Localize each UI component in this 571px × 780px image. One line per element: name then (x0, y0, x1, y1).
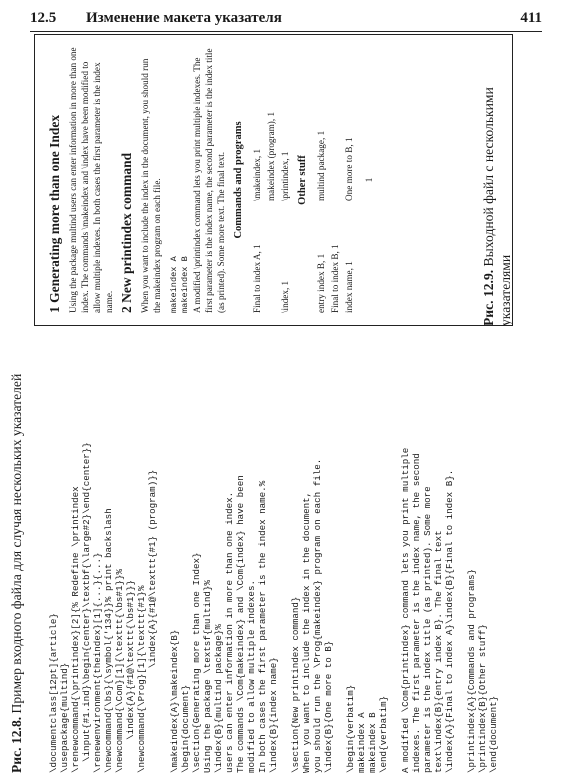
code-line: \section{New printindex command} (290, 596, 301, 773)
index-entry-left (265, 201, 277, 313)
code-line: \end{document} (488, 695, 499, 773)
index-row (265, 47, 277, 313)
code-line: \begin{verbatim} (345, 684, 356, 773)
code-line: \end{verbatim} (378, 695, 389, 773)
index-a-title: Commands and programs (233, 121, 244, 239)
code-line: \renewenvironment{theindex}[1]{...}{...} (92, 552, 103, 773)
index-row (315, 47, 327, 313)
code-line: text\index{B}{entry index B}. The final text (433, 530, 444, 773)
code-line: \index{B}{multind package}% (213, 624, 224, 773)
index-row (279, 47, 291, 313)
code-line: \documentclass[12pt]{article} (48, 613, 59, 773)
index-entry-right: multind package, 1 (316, 130, 326, 201)
index-entry-left: Final to index B, 1 (330, 244, 340, 313)
index-entry-left: entry index B, 1 (316, 253, 326, 313)
index-b-title: Other stuff (297, 155, 308, 205)
index-b-list (315, 47, 355, 313)
caption-text: Выходной файл с несколькими указателями (481, 87, 513, 326)
index-a-list (251, 47, 291, 313)
index-entry-right: One more to B, 1 (344, 137, 354, 201)
index-entry-right (329, 47, 341, 201)
code-line: \renewcommand{\printindex}[2]{% Redefine \printindex (70, 486, 81, 773)
index-row (329, 47, 341, 313)
output-section-2-text2: A modified \printindex command lets you print multiple indexes. The first parameter is the index name, the second parameter is the index title (as printed). Some more text. The final text. (192, 48, 226, 313)
code-line: users can enter information in more than one index. (224, 491, 235, 773)
index-entry-right: \makeindex, 1 (252, 148, 262, 201)
code-line: \makeindex{A}\makeindex{B} (169, 629, 180, 773)
section-title: Изменение макета указателя (86, 10, 282, 26)
output-page (34, 34, 513, 326)
code-line: \newcommand{\Com}[1]{\texttt{\bs#1}}% (114, 569, 125, 773)
code-line: makeindex B (367, 712, 378, 773)
output-section-1-text: Using the package multind users can enter information in more than one index. The commands \makeindex and \index have been modified to allow multiple indexes. In both cases the first parameter is the index name. (68, 47, 114, 313)
index-entry-right: \printindex, 1 (280, 151, 290, 201)
index-row (343, 47, 355, 313)
code-line: \usepackage{multind} (59, 662, 70, 773)
code-line: \newcommand{\Prog}[1]{\texttt{#1}% (136, 585, 147, 773)
code-line: When you want to include the index in the document, (301, 491, 312, 773)
code-line: \printindex{A}{Commands and programs} (466, 569, 477, 773)
code-line: \index{A}{#1@\texttt{#1} (program)}} (147, 469, 158, 773)
verbatim-line: makeindex B (180, 256, 190, 313)
code-line: \section{Generating more than one Index} (191, 552, 202, 773)
section-number: 12.5 (30, 10, 57, 26)
code-line: \index{A}{Final to index A}\index{B}{Final to index B}. (444, 469, 455, 773)
output-section-2-text: When you want to include the index in the document, you should run the makeindex program on each file. (140, 58, 162, 313)
code-line: you should run the \Prog{makeindex} program on each file. (312, 458, 323, 773)
output-section-1-title: 1 Generating more than one Index (47, 114, 62, 313)
index-entry-left: \index, 1 (280, 280, 290, 313)
code-line: parameter is the index title (as printed). Some more (422, 486, 433, 773)
figure-caption-12-9 (480, 34, 540, 326)
code-line: \newcommand{\bs}{\symbol{'134}}% print backslash (103, 508, 114, 773)
output-section-2-title: 2 New printindex command (119, 152, 134, 313)
code-line: The commands \Com{makeindex} and \Com{index} have been (235, 475, 246, 773)
code-line: \begin{document} (180, 684, 191, 773)
code-line: makeindex A (356, 712, 367, 773)
verbatim-line: makeindex A (169, 256, 179, 313)
header-rule (30, 31, 542, 32)
index-entry-left: Final to index A, 1 (252, 244, 262, 313)
code-line: indexes. The first parameter is the index name, the second (411, 453, 422, 773)
index-entry-left: index name, 1 (344, 261, 354, 313)
page-number: 411 (520, 10, 542, 26)
caption-text: Пример входного файла для случая нескольких указателей (9, 373, 24, 714)
code-line: In both cases the first parameter is the index name.% (257, 480, 268, 773)
index-row (251, 47, 263, 313)
code-line: \input{#1.ind}\begin{center}\textbf{\large#2}\end{center}} (81, 442, 92, 773)
output-page-number: 1 (364, 177, 374, 183)
running-header (30, 10, 542, 34)
code-line: \index{B}{One more to B} (323, 640, 334, 773)
code-line: Using the package \textsf{multind}% (202, 580, 213, 773)
caption-label: Рис. 12.9. (481, 269, 496, 326)
code-line: \index{A}{#1@\texttt{\bs#1}}} (125, 580, 136, 773)
index-entry-right: makeindex (program), 1 (266, 111, 276, 201)
code-line: \index{B}{index name} (268, 657, 279, 773)
code-line: modified to allow multiple indexes. (246, 580, 257, 773)
code-line: A modified \Com{printindex} command lets you print multiple (400, 447, 411, 773)
code-line: \printindex{B}{Other stuff} (477, 624, 488, 773)
caption-label: Рис. 12.8. (9, 716, 24, 773)
